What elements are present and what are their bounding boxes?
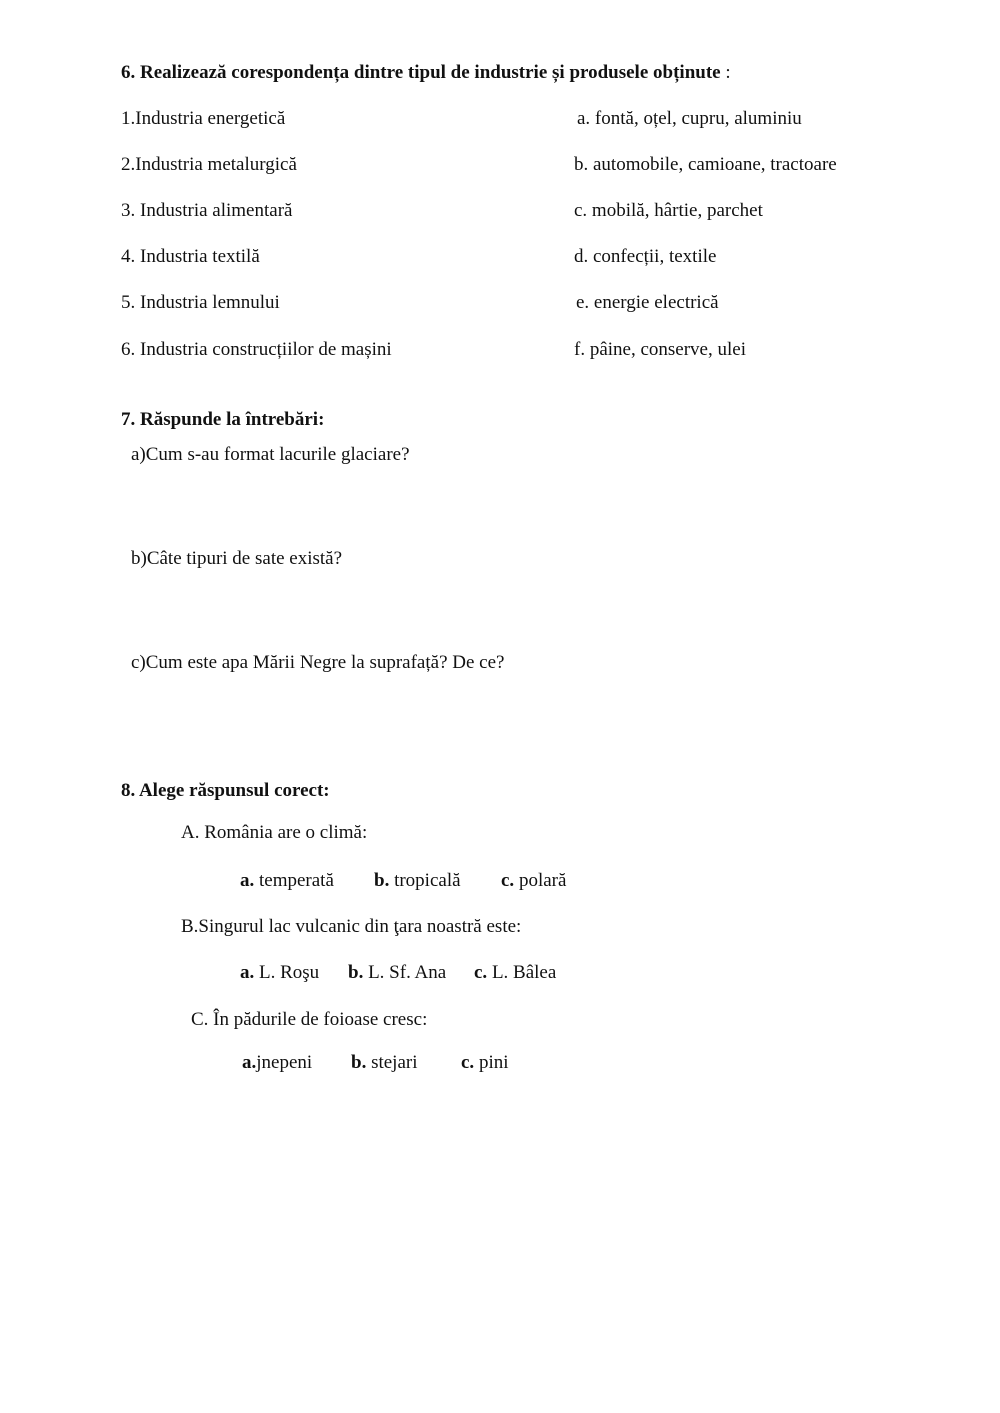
q6-left-item-5: 5. Industria lemnului: [121, 292, 280, 313]
q8-a-option-b: [374, 871, 461, 890]
option-text: pini: [474, 1052, 509, 1073]
q8-b-option-b: [348, 963, 446, 982]
q8-question-a: A. România are o climă:: [181, 822, 368, 843]
option-letter: b.: [374, 870, 390, 891]
q8-question-b: B.Singurul lac vulcanic din ţara noastră este:: [181, 916, 522, 937]
option-letter: c.: [501, 870, 515, 891]
q6-left-item-4: 4. Industria textilă: [121, 246, 260, 267]
q8-question-c: C. În pădurile de foioase cresc:: [191, 1009, 428, 1030]
q8-a-option-c: [501, 871, 566, 890]
option-text: tropicală: [389, 870, 461, 891]
q6-title-suffix: :: [720, 62, 731, 83]
option-letter: b.: [351, 1052, 367, 1073]
q7-question-b: b)Câte tipuri de sate există?: [131, 548, 343, 569]
q8-b-option-a: [240, 963, 319, 982]
q6-right-item-e: e. energie electrică: [576, 292, 719, 313]
q7-question-c: c)Cum este apa Mării Negre la suprafață? De ce?: [131, 652, 505, 673]
q8-c-option-b: [351, 1053, 418, 1072]
option-text: L. Roşu: [254, 962, 320, 983]
q6-right-item-d: d. confecții, textile: [574, 246, 717, 267]
option-letter: a.: [242, 1052, 257, 1073]
option-letter: c.: [474, 962, 488, 983]
option-text: L. Bâlea: [487, 962, 557, 983]
option-text: L. Sf. Ana: [363, 962, 447, 983]
q6-right-item-c: c. mobilă, hârtie, parchet: [574, 200, 763, 221]
q7-title: 7. Răspunde la întrebări:: [121, 409, 325, 430]
q6-title: [121, 63, 731, 82]
q8-b-option-c: [474, 963, 556, 982]
q8-c-option-c: [461, 1053, 509, 1072]
option-letter: b.: [348, 962, 364, 983]
q6-left-item-1: 1.Industria energetică: [121, 108, 286, 129]
q8-a-option-a: [240, 871, 334, 890]
q6-right-item-b: b. automobile, camioane, tractoare: [574, 154, 837, 175]
option-text: temperată: [254, 870, 334, 891]
option-text: jnepeni: [256, 1052, 313, 1073]
q8-c-option-a: [242, 1053, 312, 1072]
q6-right-item-a: a. fontă, oțel, cupru, aluminiu: [577, 108, 802, 129]
option-text: stejari: [366, 1052, 418, 1073]
q6-title-text: 6. Realizează corespondența dintre tipul de industrie și produsele obținute: [121, 62, 721, 83]
option-letter: a.: [240, 870, 255, 891]
q8-title: 8. Alege răspunsul corect:: [121, 780, 330, 801]
option-text: polară: [514, 870, 567, 891]
option-letter: a.: [240, 962, 255, 983]
q7-question-a: a)Cum s-au format lacurile glaciare?: [131, 444, 410, 465]
q6-left-item-3: 3. Industria alimentară: [121, 200, 293, 221]
option-letter: c.: [461, 1052, 475, 1073]
q6-left-item-6: 6. Industria construcțiilor de mașini: [121, 339, 392, 360]
q6-right-item-f: f. pâine, conserve, ulei: [574, 339, 746, 360]
q6-left-item-2: 2.Industria metalurgică: [121, 154, 297, 175]
